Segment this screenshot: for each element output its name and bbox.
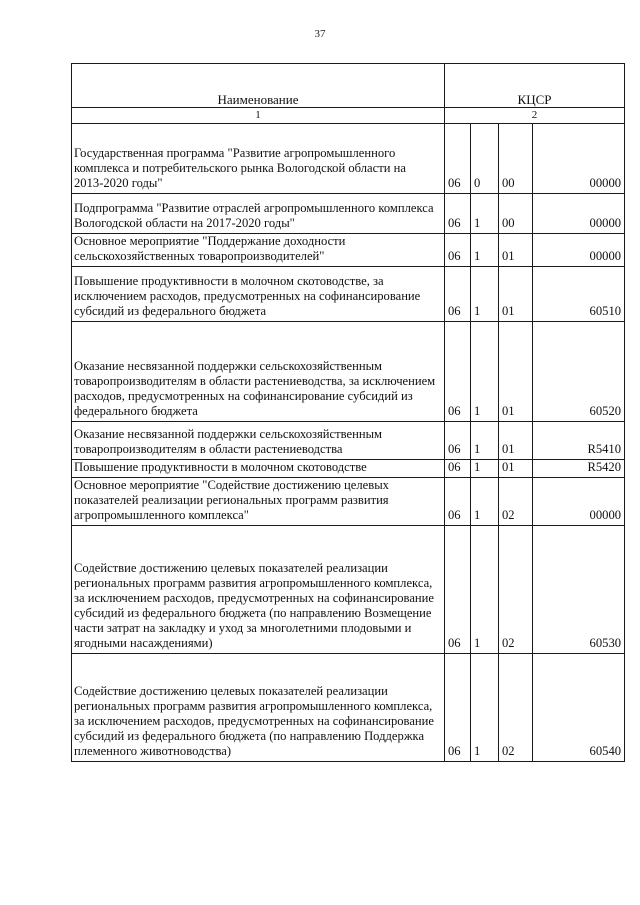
table-header-row [72,64,625,108]
row-code-subprogram: 1 [471,526,499,654]
row-name: Основное мероприятие "Поддержание доходности сельскохозяйственных товаропроизводителей" [72,234,445,267]
row-code-event: 01 [499,460,533,478]
row-code-program: 06 [445,194,471,234]
row-code-direction: R5420 [533,460,625,478]
row-code-program: 06 [445,422,471,460]
row-code-program: 06 [445,460,471,478]
row-code-subprogram: 0 [471,124,499,194]
table-row [72,478,625,526]
row-name: Оказание несвязанной поддержки сельскохозяйственным товаропроизводителям в области растениеводства [72,422,445,460]
column-number-1: 1 [72,108,445,124]
header-name: Наименование [72,64,445,108]
table-row [72,234,625,267]
row-code-program: 06 [445,654,471,762]
page-number: 37 [314,28,326,40]
row-code-subprogram: 1 [471,194,499,234]
row-code-event: 01 [499,422,533,460]
row-code-direction: 00000 [533,124,625,194]
table-row [72,654,625,762]
row-code-program: 06 [445,267,471,322]
row-code-subprogram: 1 [471,654,499,762]
row-code-direction: 60540 [533,654,625,762]
row-code-direction: 60530 [533,526,625,654]
table-row [72,422,625,460]
row-name: Оказание несвязанной поддержки сельскохозяйственным товаропроизводителям в области растениеводства, за исключением расходов, предусмотренных на софинансирование субсидий из федерального бюджета [72,322,445,422]
row-code-program: 06 [445,234,471,267]
table-column-numbers-row [72,108,625,124]
row-code-program: 06 [445,124,471,194]
table-row [72,194,625,234]
row-code-event: 01 [499,267,533,322]
row-code-subprogram: 1 [471,234,499,267]
row-name: Основное мероприятие "Содействие достижению целевых показателей реализации региональных программ развития агропромышленного комплекса" [72,478,445,526]
row-code-program: 06 [445,478,471,526]
row-code-subprogram: 1 [471,322,499,422]
row-code-event: 02 [499,478,533,526]
row-code-direction: 60510 [533,267,625,322]
row-code-event: 02 [499,526,533,654]
row-code-direction: 00000 [533,194,625,234]
table-row [72,124,625,194]
row-code-event: 00 [499,194,533,234]
row-name: Содействие достижению целевых показателей реализации региональных программ развития агропромышленного комплекса, за исключением расходов, предусмотренных на софинансирование субсидий из федерального бюджета (по направлению Поддержка племенного животноводства) [72,654,445,762]
row-name: Повышение продуктивности в молочном скотоводстве, за исключением расходов, предусмотренных на софинансирование субсидий из федерального бюджета [72,267,445,322]
row-name: Государственная программа "Развитие агропромышленного комплекса и потребительского рынка Вологодской области на 2013-2020 годы" [72,124,445,194]
header-code: КЦСР [445,64,625,108]
row-code-program: 06 [445,322,471,422]
table-row [72,267,625,322]
column-number-2: 2 [445,108,625,124]
row-code-direction: 60520 [533,322,625,422]
row-name: Содействие достижению целевых показателей реализации региональных программ развития агропромышленного комплекса, за исключением расходов, предусмотренных на софинансирование субсидий из федерального бюджета (по направлению Возмещение части затрат на закладку и уход за многолетними плодовыми и ягодными насаждениями) [72,526,445,654]
table-row [72,526,625,654]
row-code-subprogram: 1 [471,422,499,460]
budget-table [71,63,625,762]
table-row [72,460,625,478]
row-code-direction: 00000 [533,478,625,526]
table-row [72,322,625,422]
row-code-event: 00 [499,124,533,194]
row-name: Подпрограмма "Развитие отраслей агропромышленного комплекса Вологодской области на 2017-2020 годы" [72,194,445,234]
row-code-event: 01 [499,234,533,267]
row-code-event: 01 [499,322,533,422]
row-code-direction: 00000 [533,234,625,267]
row-code-subprogram: 1 [471,478,499,526]
row-code-event: 02 [499,654,533,762]
row-code-program: 06 [445,526,471,654]
row-code-subprogram: 1 [471,460,499,478]
row-code-subprogram: 1 [471,267,499,322]
row-name: Повышение продуктивности в молочном скотоводстве [72,460,445,478]
row-code-direction: R5410 [533,422,625,460]
